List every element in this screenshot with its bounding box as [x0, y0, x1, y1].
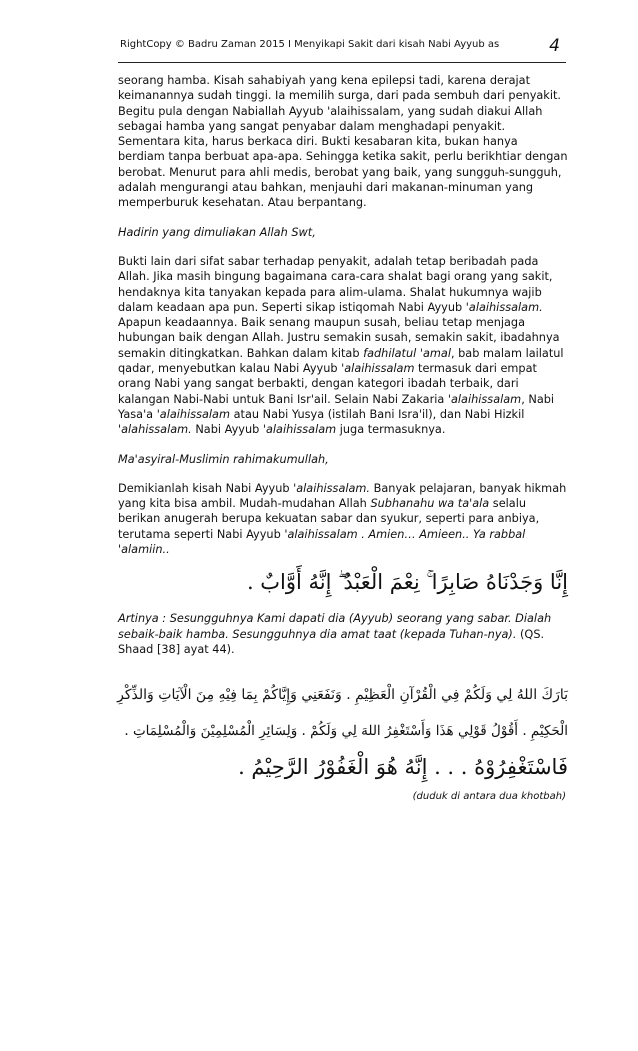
text-span: Banyak pelajaran, banyak hikmah yang kita bisa ambil. Mudah-mudahan Allah: [118, 481, 567, 511]
italic-span: 'alaihissalam . Amien… Amieen.. Ya rabbal 'alamiin..: [118, 527, 526, 557]
italic-span: 'alaihissalam: [447, 392, 522, 406]
italic-span: 'alahissalam.: [118, 423, 192, 437]
italic-span: 'alaihissalam: [341, 362, 415, 376]
italic-span: Subhanahu wa ta'ala: [370, 497, 490, 511]
text-span: , bab malam lailatul qadar, menyebutkan kalau Nabi Ayyub: [118, 346, 564, 376]
italic-span: 'alaihissalam.: [465, 300, 543, 314]
arabic-line-1: بَارَكَ اللهُ لِي وَلَكُمْ فِي الْقُرْآنِ الْعَظِيْمِ . وَنَفَعَنِي وَإِيَّاكُمْ بِمَا فِيْهِ مِنَ الْآيَاتِ وَالذِّكْرِ: [117, 687, 568, 704]
citation: (QS. Shaad [38] ayat 44).: [118, 627, 545, 656]
arabic-line-2: الْحَكِيْمِ . أَقُوْلُ قَوْلِي هَذَا وَأَسْتَغْفِرُ اللهَ لِي وَلَكُمْ . وَلِسَائِرِ الْمُسْلِمِيْنَ وَالْمُسْلِمَاتِ .: [124, 723, 568, 740]
arabic-closing-prayer: [118, 677, 568, 785]
text-span: selalu berikan anugerah berupa kekuatan sabar dan syukur, seperti para anbiya, terutama seperti Nabi Ayyub: [118, 497, 540, 541]
heading-maasyiral: Ma'asyiral-Muslimin rahimakumullah,: [118, 452, 329, 466]
page-content: [118, 73, 568, 805]
text-span: Apapun keadaannya. Baik senang maupun susah, beliau tetap menjaga hubungan baik dengan Allah. Justru semakin susah, semakin sakit, ibadahnya semakin ditingkatkan. Bahkan dalam kitab: [118, 316, 560, 360]
khotbah-note: (duduk di antara dua khotbah): [412, 791, 566, 803]
text-span: atau Nabi Yusya (istilah Bani Isra'il), dan Nabi Hizkil: [230, 407, 525, 421]
text-span: juga termasuknya.: [336, 423, 446, 437]
text-span: termasuk dari empat orang Nabi yang sangat berbakti, dengan kategori ibadah terbaik, dari kalangan Nabi-Nabi untuk Bani Isr'ail. Selain Nabi Zakaria: [118, 362, 537, 406]
header-title: RightCopy © Badru Zaman 2015 I Menyikapi Sakit dari kisah Nabi Ayyub as: [120, 39, 500, 50]
page-number: 4: [549, 36, 560, 56]
paragraph-2: [118, 254, 568, 438]
translation-text: Artinya : Sesungguhnya Kami dapati dia (Ayyub) seorang yang sabar. Dialah sebaik-baik hamba. Sesungguhnya dia amat taat (kepada Tuhan-nya).: [118, 612, 552, 641]
paragraph-3: [118, 481, 568, 557]
italic-span: 'alaihissalam: [262, 423, 337, 437]
arabic-verse: إِنَّا وَجَدْنَاهُ صَابِرًا ۚ نِعْمَ الْعَبْدُ ۖ إِنَّهُ أَوَّابٌ .: [246, 570, 568, 595]
page-header: [118, 36, 566, 63]
italic-span: 'alaihissalam.: [293, 481, 371, 495]
arabic-line-3: فَاسْتَغْفِرُوْهُ . . . إِنَّهُ هُوَ الْغَفُوْرُ الرَّحِيْمُ .: [238, 755, 568, 780]
italic-span: fadhilatul 'amal: [363, 346, 451, 360]
paragraph-1: seorang hamba. Kisah sahabiyah yang kena epilepsi tadi, karena derajat keimanannya sudah tinggi. Ia memilih surga, dari pada sembuh dari penyakit. Begitu pula dengan Nabiallah Ayyub 'alaihissalam, yang sudah diakui Allah sebagai hamba yang sangat penyabar dalam menghadapi penyakit. Sementara kita, harus berkaca diri. Bukti kesabaran kita, bukan hanya berdiam tanpa berbuat apa-apa. Sehingga ketika sakit, perlu berikhtiar dengan berobat. Menurut para ahli medis, berobat yang baik, yang sungguh-sungguh, adalah mengurangi atau bahkan, menjauhi dari makanan-minuman yang memperburuk kesehatan. Atau berpantang.: [118, 74, 568, 210]
heading-hadirin: Hadirin yang dimuliakan Allah Swt,: [118, 225, 316, 239]
text-span: Bukti lain dari sifat sabar terhadap penyakit, adalah tetap beribadah pada Allah. Jika masih bingung bagaimana cara-cara shalat bagi orang yang sakit, hendaknya kita tanyakan kepada para alim-ulama. Shalat hukumnya wajib dalam keadaan apa pun. Seperti sikap istiqomah Nabi Ayyub: [118, 254, 553, 314]
text-span: Demikianlah kisah Nabi Ayyub: [118, 481, 294, 495]
text-span: , Nabi Yasa'a: [118, 392, 555, 421]
text-span: Nabi Ayyub: [191, 423, 263, 437]
translation: [118, 611, 568, 657]
italic-span: 'alaihissalam: [156, 407, 230, 421]
